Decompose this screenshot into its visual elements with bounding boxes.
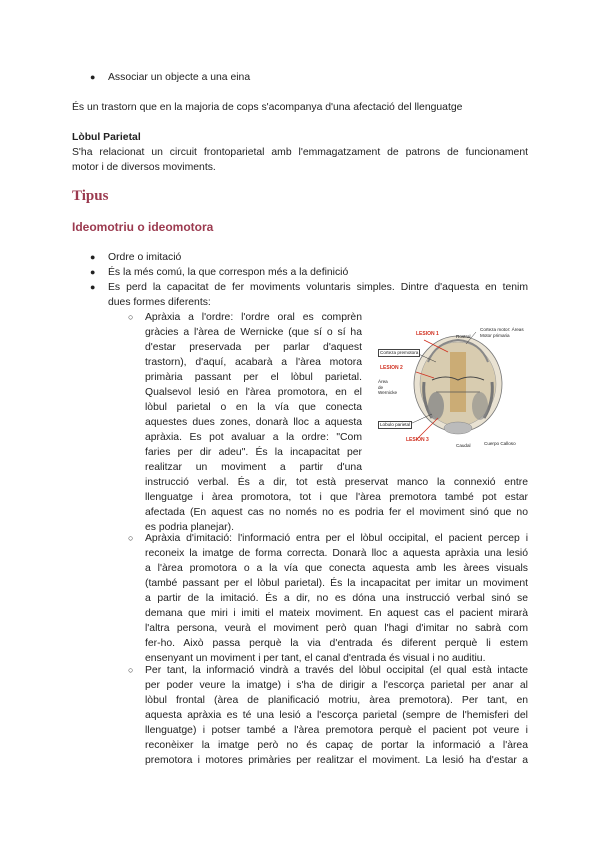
sub1-line: apràxia. Es pot avaluar a la ordre: "Com <box>145 432 362 443</box>
cortex-motor-label: Corteza motor: Áreas Motor primaria <box>480 327 524 338</box>
sub2-line: a partir de la imitació. És a dir, no es dóna una instrucció verbal sinó se <box>145 593 528 604</box>
lesion-3-label: LESION 3 <box>406 437 429 443</box>
sub2-line: a l'àrea promotora o a la vía que conecta aquesta amb les àrees visuals <box>145 563 528 574</box>
lesion-2-label: LESION 2 <box>380 365 403 371</box>
sub3-line: aquesta apràxia es té una lesió a l'escorça parietal (sempre de l'hemisferi del <box>145 710 528 721</box>
sub1-line: primària passant per el lòbul parietal. <box>145 372 362 383</box>
ideo-bullet-2: És la més comú, la que correspon més a la definició <box>108 267 349 278</box>
sub1-line: lòbul parietal o en la vía que conecta <box>145 402 362 413</box>
sub-bullet-circle: ○ <box>128 312 134 322</box>
ideo-bullet-3: Es perd la capacitat de fer moviments voluntaris simples. Dintre d'aquesta en tenim <box>108 282 528 293</box>
top-bullet-text: Associar un objecte a una eina <box>108 72 251 83</box>
sub2-line: l'altra persona, veurà el moviment però quan l'hagi d'imitar no sabrà com <box>145 623 528 634</box>
parietal-heading: Lòbul Parietal <box>72 132 141 143</box>
parietal-line-2: motor i de diversos moviments. <box>72 162 216 173</box>
brain-figure <box>376 322 526 452</box>
sub3-line: per poder veure la imatge) i s'ha de dirigir a l'escorça parietal per anar al <box>145 680 528 691</box>
sub1-line: es podria planejar). <box>145 522 234 533</box>
sub2-line: Apràxia d'imitació: l'informació entra per el lòbul occipital, el pacient percep i <box>145 533 528 544</box>
caudal-label: Caudal <box>456 443 471 448</box>
sub1-line: afectada (En aquest cas no només no es podria fer el moviment sinó que no <box>145 507 528 518</box>
sub-bullet-circle: ○ <box>128 533 134 543</box>
ideo-heading: Ideomotriu o ideomotora <box>72 220 214 234</box>
bullet-dot: ● <box>90 282 96 292</box>
sub2-line: reconeix la imatge de forma correcta. Donarà lloc a aquesta apràxia una lesió <box>145 548 528 559</box>
sub2-line: (també passant per el lòbul parietal). És la incapacitat per imitar un moviment <box>145 578 528 589</box>
sub3-line: premotora i motores primàries per realitzar el moviment. La lesió ha d'estar a <box>145 755 528 766</box>
sub3-line: reconèixer la imatge però no és capaç de portar la informació a l'àrea <box>145 740 528 751</box>
sub1-line: llenguatge i àrea promotora, tot i que l'àrea premotora també pot estar <box>145 492 528 503</box>
sub1-line: Apràxia a l'ordre: l'ordre oral es comprèn <box>145 312 362 323</box>
sub1-line: realitzar un moviment a partir d'una <box>145 462 362 473</box>
sub2-line: demana que miri i imiti el mateix moviment. En aquest cas el pacient mirarà <box>145 608 528 619</box>
sub2-line: ensenyant un moviment i per tant, el canal d'entrada és visual i no auditiu. <box>145 653 486 664</box>
cuerpo-calloso-label: Cuerpo Calloso <box>484 441 516 446</box>
sub3-line: Per tant, la informació vindrà a través del lòbul occipital (el qual està intacte <box>145 665 528 676</box>
rostral-label: Rostral <box>456 334 471 339</box>
tipus-heading: Tipus <box>72 188 109 204</box>
lesion-1-label: LESION 1 <box>416 331 439 337</box>
parietal-line-1: S'ha relacionat un circuit frontoparietal amb l'emmagatzament de patrons de funcionament <box>72 147 528 158</box>
sub2-line: fer-ho. Això passa perquè la via d'entrada és diferent perquè li estem <box>145 638 528 649</box>
bullet-dot: ● <box>90 72 96 82</box>
sub1-line: d'estar preservada per parlar d'aquest <box>145 342 362 353</box>
sub3-line: llenguatge) i potser també a l'àrea premotora perquè el pacient pot veure i <box>145 725 528 736</box>
ideo-bullet-1: Ordre o imitació <box>108 252 182 263</box>
ideo-bullet-3-cont: dues formes diferents: <box>108 297 211 308</box>
bullet-dot: ● <box>90 252 96 262</box>
sub1-line: trastorn), d'aquí, acabarà a l'àrea motora <box>145 357 362 368</box>
sub-bullet-circle: ○ <box>128 665 134 675</box>
sub1-line: faries per dir adeu". És la incapacitat per <box>145 447 362 458</box>
sub1-line: instrucció verbal. És a dir, tot està preservat manco la connexió entre <box>145 477 528 488</box>
sub1-line: gràcies a l'àrea de Wernicke (que sí o sí ha <box>145 327 362 338</box>
corteza-premotora-label: Corteza premotora <box>380 350 419 355</box>
area-wernicke-label: Área de Wernicke <box>378 379 398 395</box>
sub1-line: aquestes dues zones, donarà lloc a aquesta <box>145 417 362 428</box>
sub3-line: lòbul frontal (àrea de planificació motriu, àrea premotora). Per tant, en <box>145 695 528 706</box>
bullet-dot: ● <box>90 267 96 277</box>
lobulo-parietal-label: Lobulo parietal <box>380 422 411 427</box>
intro-paragraph: És un trastorn que en la majoria de cops s'acompanya d'una afectació del llenguatge <box>72 102 463 113</box>
brain-diagram <box>376 322 526 452</box>
sub1-line: Qualsevol lesió en l'àrea promotora, en el <box>145 387 362 398</box>
